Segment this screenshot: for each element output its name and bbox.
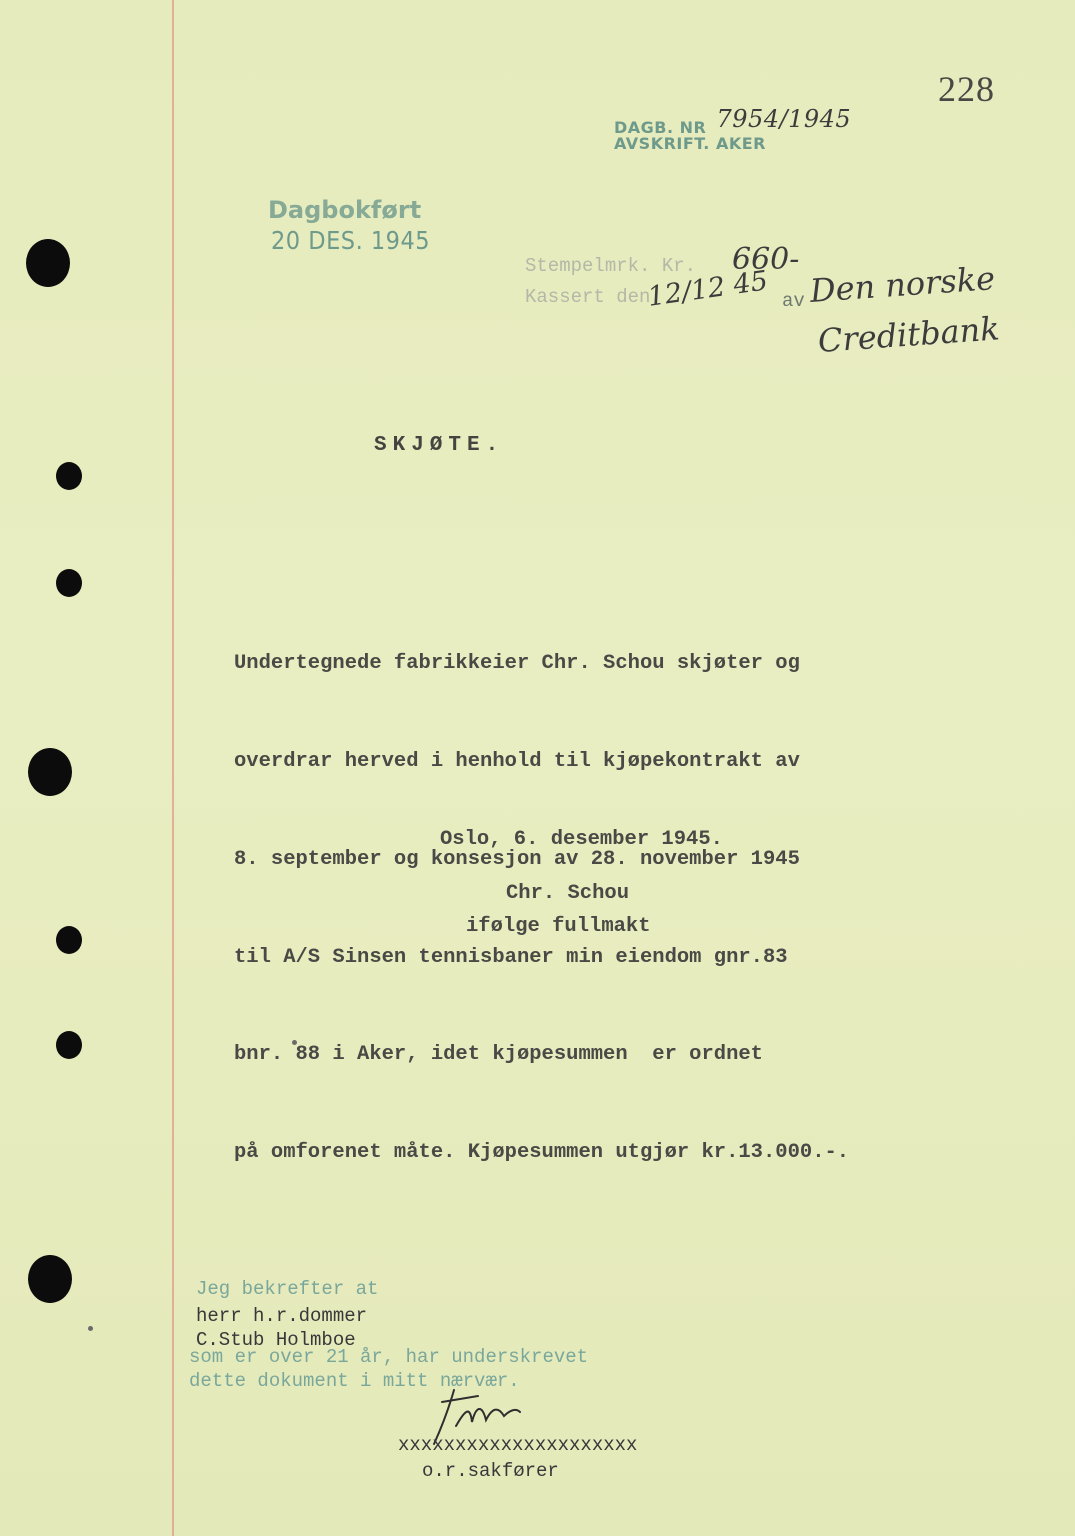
deed-line: Undertegnede fabrikkeier Chr. Schou skjøter og: [234, 652, 800, 676]
signer-name: Chr. Schou: [506, 882, 630, 905]
punch-hole: [26, 239, 70, 287]
punch-hole: [28, 1255, 72, 1303]
journal-stamp-date: 20 DES. 1945: [271, 226, 431, 255]
place-date: Oslo, 6. desember 1945.: [440, 828, 723, 851]
punch-hole: [28, 748, 72, 796]
notary-struck-line: xxxxxxxxxxxxxxxxxxxxx: [398, 1434, 638, 1456]
stamp-duty-label: Stempelmrk. Kr.: [525, 255, 697, 277]
deed-line: bnr. 88 i Aker, idet kjøpesummen er ordnet: [234, 1043, 763, 1067]
bank-name-handwritten-2: Creditbank: [816, 309, 1001, 360]
signer-note: ifølge fullmakt: [466, 915, 651, 938]
registry-number-handwritten: 7954/1945: [716, 105, 852, 133]
deed-line: til A/S Sinsen tennisbaner min eiendom gnr.83: [234, 945, 788, 969]
deed-body: [234, 583, 849, 1235]
notary-line: som er over 21 år, har underskrevet: [189, 1346, 589, 1368]
cancelled-date: 12/12 45: [645, 265, 770, 313]
deed-line: 8. september og konsesjon av 28. november 1945: [234, 847, 800, 871]
bank-name-handwritten-1: Den norske: [808, 259, 997, 310]
notary-line: herr h.r.dommer: [196, 1305, 368, 1327]
notary-title: o.r.sakfører: [422, 1460, 559, 1482]
punch-hole: [56, 926, 82, 954]
notary-line: dette dokument i mitt nærvær.: [189, 1370, 520, 1392]
cancelled-label: Kassert den: [525, 286, 651, 308]
ink-speck: [88, 1326, 93, 1331]
punch-hole: [56, 1031, 82, 1059]
copy-stamp: AVSKRIFT. AKER: [614, 134, 766, 153]
punch-hole: [56, 569, 82, 597]
deed-line: overdrar herved i henhold til kjøpekontrakt av: [234, 749, 800, 773]
document-title: SKJØTE.: [374, 434, 505, 457]
punch-hole: [56, 462, 82, 490]
journal-stamp-label: Dagbokført: [268, 196, 422, 224]
notary-line: C.Stub Holmboe: [196, 1329, 356, 1351]
cancelled-by-label: av: [782, 290, 805, 312]
stamp-duty-amount: 660-: [732, 242, 800, 277]
margin-rule: [172, 0, 174, 1536]
notary-line: Jeg bekrefter at: [196, 1278, 379, 1300]
registry-stamp-prefix: DAGB. NR: [614, 118, 707, 137]
page-number: 228: [938, 69, 995, 109]
deed-line: på omforenet måte. Kjøpesummen utgjør kr.13.000.-.: [234, 1141, 850, 1165]
